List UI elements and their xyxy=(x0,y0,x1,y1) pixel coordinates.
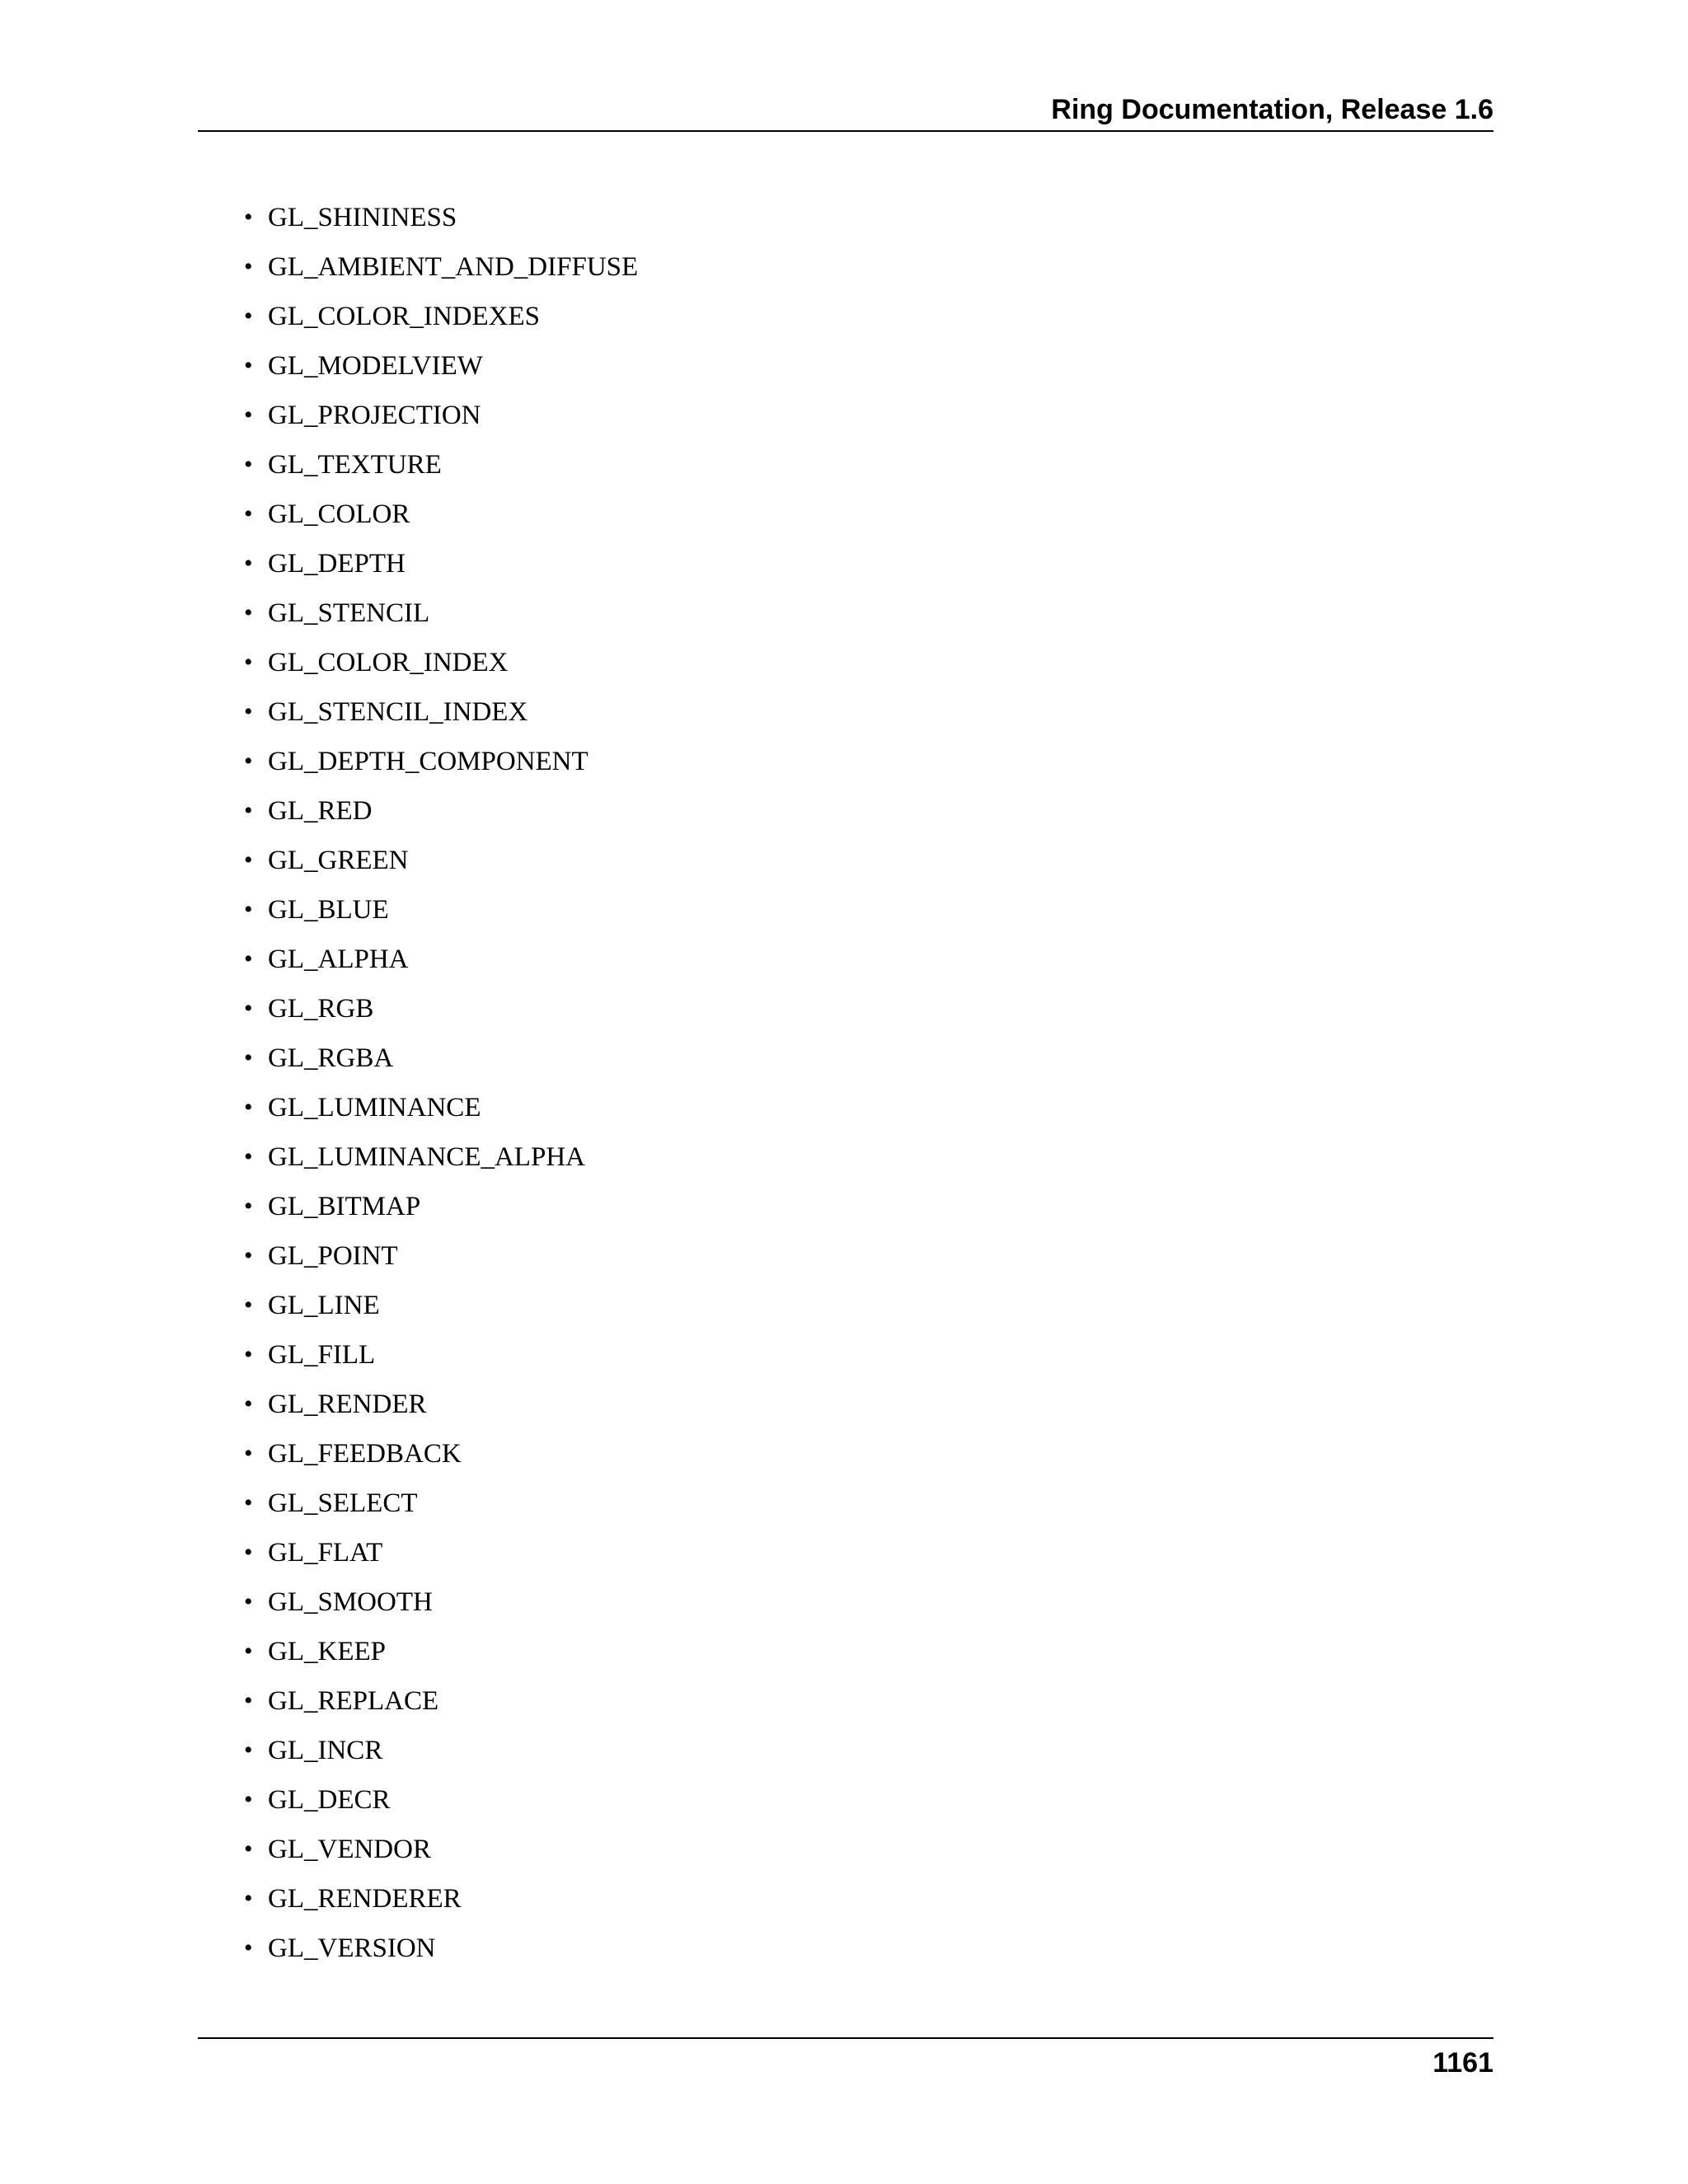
list-item-text: GL_REPLACE xyxy=(268,1686,439,1716)
list-item xyxy=(244,840,638,889)
bullet-icon: • xyxy=(244,1291,253,1319)
list-item-text: GL_DECR xyxy=(268,1785,391,1815)
bullet-icon: • xyxy=(244,846,253,874)
bullet-icon: • xyxy=(244,401,253,429)
list-item-text: GL_COLOR_INDEXES xyxy=(268,302,540,331)
document-title: Ring Documentation, Release 1.6 xyxy=(1051,94,1493,125)
list-item xyxy=(244,246,638,296)
bullet-icon: • xyxy=(244,1934,253,1961)
list-item-text: GL_INCR xyxy=(268,1736,383,1765)
constant-list xyxy=(244,197,638,1977)
bullet-icon: • xyxy=(244,1044,253,1071)
list-item xyxy=(244,345,638,395)
list-item-text: GL_RED xyxy=(268,796,373,826)
bullet-icon: • xyxy=(244,1736,253,1764)
bullet-icon: • xyxy=(244,1094,253,1121)
list-item-text: GL_AMBIENT_AND_DIFFUSE xyxy=(268,252,639,282)
list-item xyxy=(244,1384,638,1433)
list-item xyxy=(244,1038,638,1087)
list-item-text: GL_SELECT xyxy=(268,1488,418,1518)
list-item xyxy=(244,1878,638,1928)
bullet-icon: • xyxy=(244,896,253,923)
list-item xyxy=(244,1483,638,1532)
list-item xyxy=(244,1631,638,1680)
list-item xyxy=(244,691,638,741)
list-item xyxy=(244,988,638,1038)
list-item xyxy=(244,1433,638,1483)
list-item xyxy=(244,1334,638,1384)
bullet-icon: • xyxy=(244,1489,253,1516)
list-item-text: GL_SHININESS xyxy=(268,203,457,232)
bullet-icon: • xyxy=(244,599,253,626)
list-item-text: GL_FEEDBACK xyxy=(268,1439,462,1469)
bullet-icon: • xyxy=(244,1143,253,1170)
header-divider xyxy=(198,130,1493,132)
list-item xyxy=(244,642,638,691)
list-item xyxy=(244,1829,638,1878)
list-item-text: GL_GREEN xyxy=(268,846,409,875)
bullet-icon: • xyxy=(244,1341,253,1368)
list-item xyxy=(244,889,638,939)
page-number: 1161 xyxy=(1432,2047,1493,2079)
list-item-text: GL_RGB xyxy=(268,994,374,1024)
bullet-icon: • xyxy=(244,550,253,577)
bullet-icon: • xyxy=(244,748,253,775)
bullet-icon: • xyxy=(244,995,253,1022)
list-item-text: GL_DEPTH_COMPONENT xyxy=(268,747,588,776)
bullet-icon: • xyxy=(244,1786,253,1813)
list-item-text: GL_COLOR xyxy=(268,499,410,529)
list-item xyxy=(244,939,638,988)
footer-divider xyxy=(198,2037,1493,2039)
bullet-icon: • xyxy=(244,500,253,527)
list-item xyxy=(244,494,638,543)
list-item-text: GL_FILL xyxy=(268,1340,376,1370)
bullet-icon: • xyxy=(244,797,253,824)
list-item-text: GL_RENDER xyxy=(268,1390,427,1419)
list-item-text: GL_BITMAP xyxy=(268,1192,421,1221)
list-item-text: GL_ALPHA xyxy=(268,944,409,974)
page-header xyxy=(198,89,1493,130)
list-item xyxy=(244,395,638,444)
list-item-text: GL_LUMINANCE_ALPHA xyxy=(268,1142,585,1172)
list-item xyxy=(244,543,638,593)
bullet-icon: • xyxy=(244,302,253,330)
bullet-icon: • xyxy=(244,698,253,725)
bullet-icon: • xyxy=(244,1885,253,1912)
list-item-text: GL_DEPTH xyxy=(268,549,406,579)
list-item xyxy=(244,1779,638,1829)
list-item-text: GL_STENCIL_INDEX xyxy=(268,697,528,727)
list-item-text: GL_PROJECTION xyxy=(268,401,481,430)
list-item-text: GL_BLUE xyxy=(268,895,389,925)
list-item xyxy=(244,1730,638,1779)
list-item xyxy=(244,1137,638,1186)
list-item-text: GL_MODELVIEW xyxy=(268,351,483,381)
list-item-text: GL_LUMINANCE xyxy=(268,1093,481,1122)
list-item-text: GL_POINT xyxy=(268,1241,398,1271)
bullet-icon: • xyxy=(244,1193,253,1220)
bullet-icon: • xyxy=(244,945,253,972)
list-item xyxy=(244,790,638,840)
bullet-icon: • xyxy=(244,204,253,231)
list-item-text: GL_STENCIL xyxy=(268,598,430,628)
bullet-icon: • xyxy=(244,1638,253,1665)
list-item xyxy=(244,1532,638,1582)
list-item xyxy=(244,593,638,642)
list-item-text: GL_LINE xyxy=(268,1291,380,1320)
bullet-icon: • xyxy=(244,1687,253,1714)
bullet-icon: • xyxy=(244,1242,253,1269)
bullet-icon: • xyxy=(244,1440,253,1467)
list-item xyxy=(244,444,638,494)
list-item-text: GL_VERSION xyxy=(268,1933,436,1963)
list-item xyxy=(244,1285,638,1334)
list-item-text: GL_KEEP xyxy=(268,1637,386,1666)
list-item-text: GL_SMOOTH xyxy=(268,1587,433,1617)
bullet-icon: • xyxy=(244,1390,253,1418)
bullet-icon: • xyxy=(244,1835,253,1863)
list-item-text: GL_TEXTURE xyxy=(268,450,442,480)
list-item xyxy=(244,1582,638,1631)
list-item-text: GL_RENDERER xyxy=(268,1884,462,1914)
list-item xyxy=(244,197,638,246)
bullet-icon: • xyxy=(244,1539,253,1566)
bullet-icon: • xyxy=(244,451,253,478)
list-item xyxy=(244,1235,638,1285)
bullet-icon: • xyxy=(244,649,253,676)
bullet-icon: • xyxy=(244,1588,253,1615)
list-item-text: GL_VENDOR xyxy=(268,1835,431,1864)
bullet-icon: • xyxy=(244,352,253,379)
list-item xyxy=(244,1186,638,1235)
list-item xyxy=(244,1928,638,1977)
list-item-text: GL_RGBA xyxy=(268,1043,394,1073)
list-item-text: GL_FLAT xyxy=(268,1538,383,1568)
list-item xyxy=(244,296,638,345)
list-item-text: GL_COLOR_INDEX xyxy=(268,648,509,677)
bullet-icon: • xyxy=(244,253,253,280)
list-item xyxy=(244,741,638,790)
list-item xyxy=(244,1087,638,1137)
list-item xyxy=(244,1680,638,1730)
